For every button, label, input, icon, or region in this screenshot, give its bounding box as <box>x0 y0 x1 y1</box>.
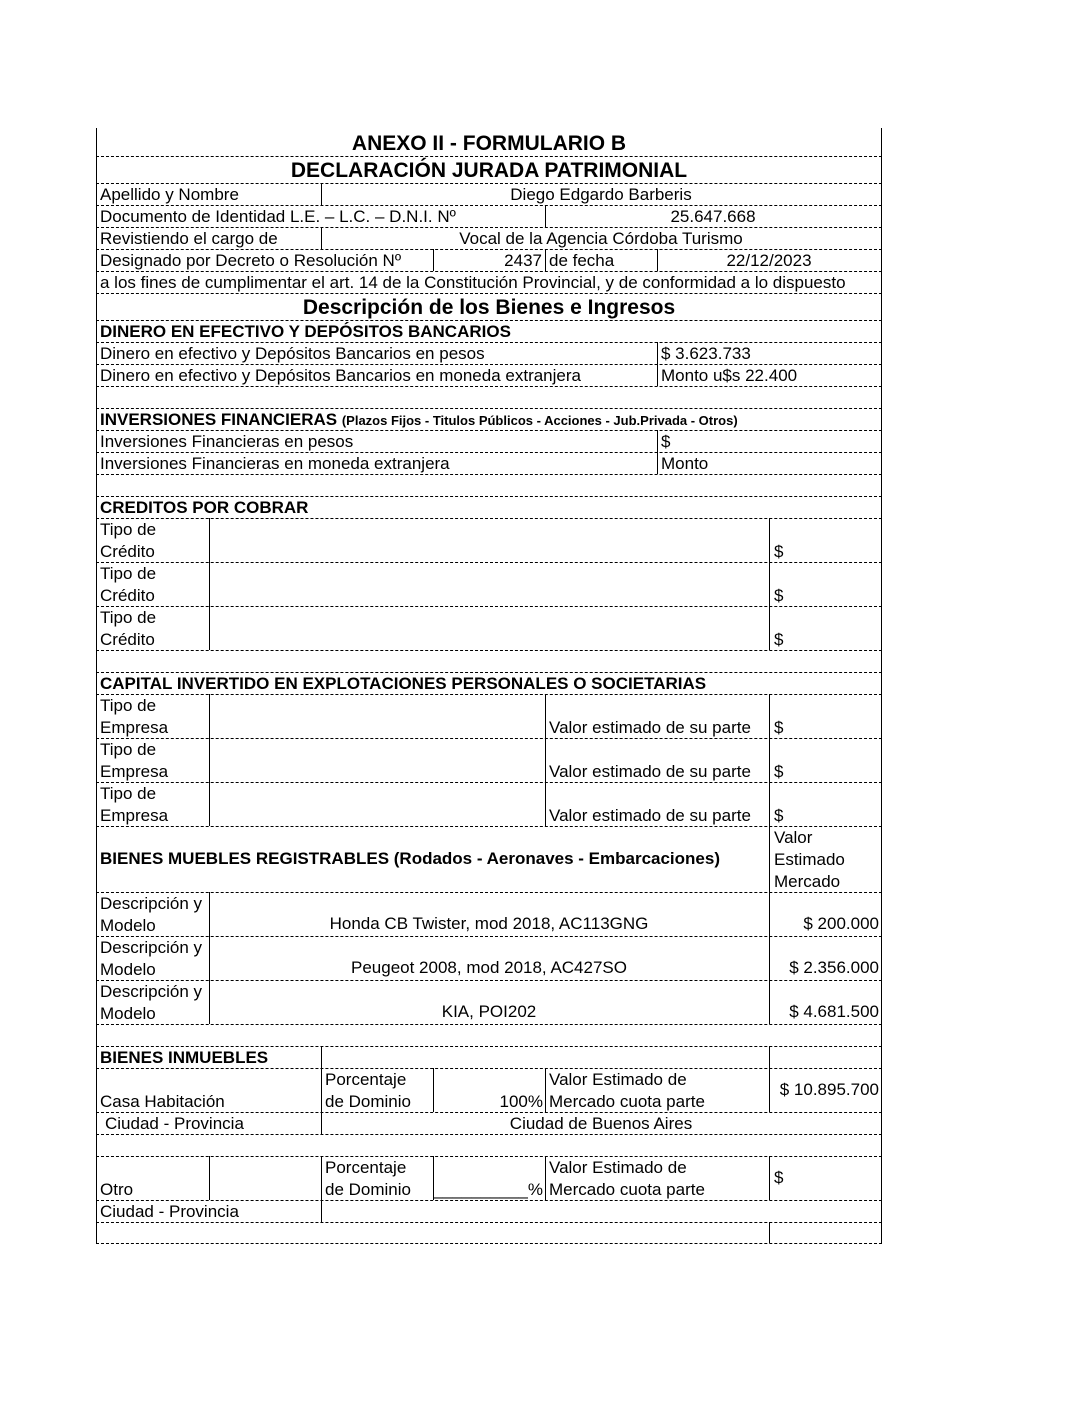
row-divider <box>96 1200 882 1201</box>
company-type-label: Empresa <box>100 806 169 825</box>
row-divider <box>96 293 882 294</box>
house-pct-value: 100% <box>499 1092 543 1111</box>
row-divider <box>96 606 882 607</box>
cell-divider <box>657 342 658 386</box>
row-divider <box>96 782 882 783</box>
cell-divider <box>769 1222 770 1243</box>
row-divider <box>96 1046 882 1047</box>
row-divider <box>96 1024 882 1025</box>
vehicle-label: Modelo <box>100 916 156 935</box>
investments-heading <box>100 410 738 431</box>
company-type-label: Tipo de <box>100 740 157 759</box>
name-value: Diego Edgardo Barberis <box>510 185 692 204</box>
cell-divider <box>769 694 770 826</box>
purpose-text: a los fines de cumplimentar el art. 14 de la Constitución Provincial, y de conformidad a lo dispuesto <box>100 273 846 292</box>
company-currency: $ <box>774 718 784 737</box>
row-divider <box>96 892 882 893</box>
investments-heading-detail: (Plazos Fijos - Titulos Públicos - Acciones - Jub.Privada - Otros) <box>341 413 738 428</box>
company-value-label: Valor estimado de su parte <box>549 718 751 737</box>
row-divider <box>96 936 882 937</box>
vehicle-label: Descripción y <box>100 938 203 957</box>
assets-title: Descripción de los Bienes e Ingresos <box>302 296 676 319</box>
row-divider <box>96 227 882 228</box>
cell-divider <box>545 1156 546 1200</box>
cell-divider <box>545 249 546 271</box>
name-label: Apellido y Nombre <box>100 185 239 204</box>
decree-label: Designado por Decreto o Resolución Nº <box>100 251 402 270</box>
company-type-label: Empresa <box>100 762 169 781</box>
cell-divider <box>209 694 210 826</box>
house-pct-label: Porcentaje <box>325 1070 407 1089</box>
date-value: 22/12/2023 <box>726 251 812 270</box>
cell-divider <box>321 1156 322 1222</box>
company-currency: $ <box>774 762 784 781</box>
row-divider <box>96 1068 882 1069</box>
house-value-label: Mercado cuota parte <box>549 1092 705 1111</box>
vehicle-value: $ 4.681.500 <box>789 1002 879 1021</box>
investments-foreign-label: Inversiones Financieras en moneda extranjera <box>100 454 450 473</box>
row-divider <box>96 408 882 409</box>
company-type-label: Tipo de <box>100 696 157 715</box>
row-divider <box>96 364 882 365</box>
cash-foreign-value: Monto u$s 22.400 <box>661 366 798 385</box>
vehicle-label: Modelo <box>100 1004 156 1023</box>
vehicle-value: $ 200.000 <box>803 914 879 933</box>
row-divider <box>96 1243 882 1244</box>
cell-divider <box>769 518 770 650</box>
row-divider <box>96 320 882 321</box>
company-type-label: Empresa <box>100 718 169 737</box>
position-label: Revistiendo el cargo de <box>100 229 278 248</box>
house-type: Casa Habitación <box>100 1092 225 1111</box>
row-divider <box>96 271 882 272</box>
row-divider <box>96 826 882 827</box>
row-divider <box>96 650 882 651</box>
row-divider <box>96 183 882 184</box>
credit-currency: $ <box>774 630 784 649</box>
cash-heading: DINERO EN EFECTIVO Y DEPÓSITOS BANCARIOS <box>100 322 511 341</box>
house-value-label: Valor Estimado de <box>549 1070 687 1089</box>
house-city-value: Ciudad de Buenos Aires <box>509 1114 693 1133</box>
credit-type-label: Crédito <box>100 586 155 605</box>
house-pct-label: de Dominio <box>325 1092 411 1111</box>
house-value: $ 10.895.700 <box>779 1080 879 1099</box>
cell-divider <box>545 694 546 826</box>
position-value: Vocal de la Agencia Córdoba Turismo <box>459 229 743 248</box>
other-city-label: Ciudad - Provincia <box>100 1202 239 1221</box>
vehicle-label: Descripción y <box>100 982 203 1001</box>
other-value-label: Mercado cuota parte <box>549 1180 705 1199</box>
other-value: $ <box>774 1168 784 1187</box>
row-divider <box>96 518 882 519</box>
house-city-label: Ciudad - Provincia <box>105 1114 244 1133</box>
other-pct-value: __________% <box>433 1180 543 1199</box>
investments-heading-main: INVERSIONES FINANCIERAS <box>100 410 338 429</box>
row-divider <box>96 694 882 695</box>
vehicle-value: $ 2.356.000 <box>789 958 879 977</box>
other-pct-label: de Dominio <box>325 1180 411 1199</box>
cell-divider <box>769 1156 770 1200</box>
document-label: Documento de Identidad L.E. – L.C. – D.N.I. Nº <box>100 207 456 226</box>
row-divider <box>96 386 882 387</box>
credit-type-label: Crédito <box>100 542 155 561</box>
credit-type-label: Tipo de <box>100 564 157 583</box>
vehicles-value-header: Valor <box>774 828 813 847</box>
decree-value: 2437 <box>504 251 542 270</box>
credit-currency: $ <box>774 586 784 605</box>
vehicles-value-header: Mercado <box>774 872 841 891</box>
vehicle-description: Peugeot 2008, mod 2018, AC427SO <box>351 958 627 977</box>
row-divider <box>96 342 882 343</box>
cell-divider <box>209 1156 210 1200</box>
row-divider <box>96 1222 882 1223</box>
company-value-label: Valor estimado de su parte <box>549 762 751 781</box>
credits-heading: CREDITOS POR COBRAR <box>100 498 309 517</box>
other-pct-label: Porcentaje <box>325 1158 407 1177</box>
company-value-label: Valor estimado de su parte <box>549 806 751 825</box>
form-title: DECLARACIÓN JURADA PATRIMONIAL <box>290 159 688 182</box>
capital-heading: CAPITAL INVERTIDO EN EXPLOTACIONES PERSONALES O SOCIETARIAS <box>100 674 707 693</box>
row-divider <box>96 474 882 475</box>
credit-type-label: Crédito <box>100 630 155 649</box>
investments-pesos-label: Inversiones Financieras en pesos <box>100 432 354 451</box>
company-type-label: Tipo de <box>100 784 157 803</box>
vehicles-heading: BIENES MUEBLES REGISTRABLES (Rodados - Aeronaves - Embarcaciones) <box>100 849 720 868</box>
document-value: 25.647.668 <box>670 207 756 226</box>
row-divider <box>96 672 882 673</box>
vehicle-label: Modelo <box>100 960 156 979</box>
vehicle-description: Honda CB Twister, mod 2018, AC113GNG <box>329 914 649 933</box>
company-currency: $ <box>774 806 784 825</box>
annex-title: ANEXO II - FORMULARIO B <box>351 132 627 155</box>
vehicles-value-header: Estimado <box>774 850 845 869</box>
cell-divider <box>209 518 210 650</box>
vehicle-label: Descripción y <box>100 894 203 913</box>
cell-divider <box>769 1046 770 1112</box>
row-divider <box>96 496 882 497</box>
cell-divider <box>657 430 658 474</box>
cash-pesos-value: $ 3.623.733 <box>661 344 751 363</box>
credit-type-label: Tipo de <box>100 520 157 539</box>
vehicle-description: KIA, POI202 <box>441 1002 537 1021</box>
investments-foreign-value: Monto <box>661 454 709 473</box>
row-divider <box>96 1112 882 1113</box>
row-divider <box>96 980 882 981</box>
other-type: Otro <box>100 1180 134 1199</box>
cash-pesos-label: Dinero en efectivo y Depósitos Bancarios en pesos <box>100 344 485 363</box>
row-divider <box>96 738 882 739</box>
row-divider <box>96 562 882 563</box>
row-divider <box>96 1134 882 1135</box>
investments-pesos-value: $ <box>661 432 671 451</box>
row-divider <box>96 249 882 250</box>
real-estate-heading: BIENES INMUEBLES <box>100 1048 269 1067</box>
cash-foreign-label: Dinero en efectivo y Depósitos Bancarios en moneda extranjera <box>100 366 581 385</box>
row-divider <box>96 452 882 453</box>
row-divider <box>96 205 882 206</box>
row-divider <box>96 156 882 157</box>
other-value-label: Valor Estimado de <box>549 1158 687 1177</box>
row-divider <box>96 1156 882 1157</box>
cell-divider <box>545 1068 546 1112</box>
credit-currency: $ <box>774 542 784 561</box>
date-label: de fecha <box>549 251 615 270</box>
credit-type-label: Tipo de <box>100 608 157 627</box>
